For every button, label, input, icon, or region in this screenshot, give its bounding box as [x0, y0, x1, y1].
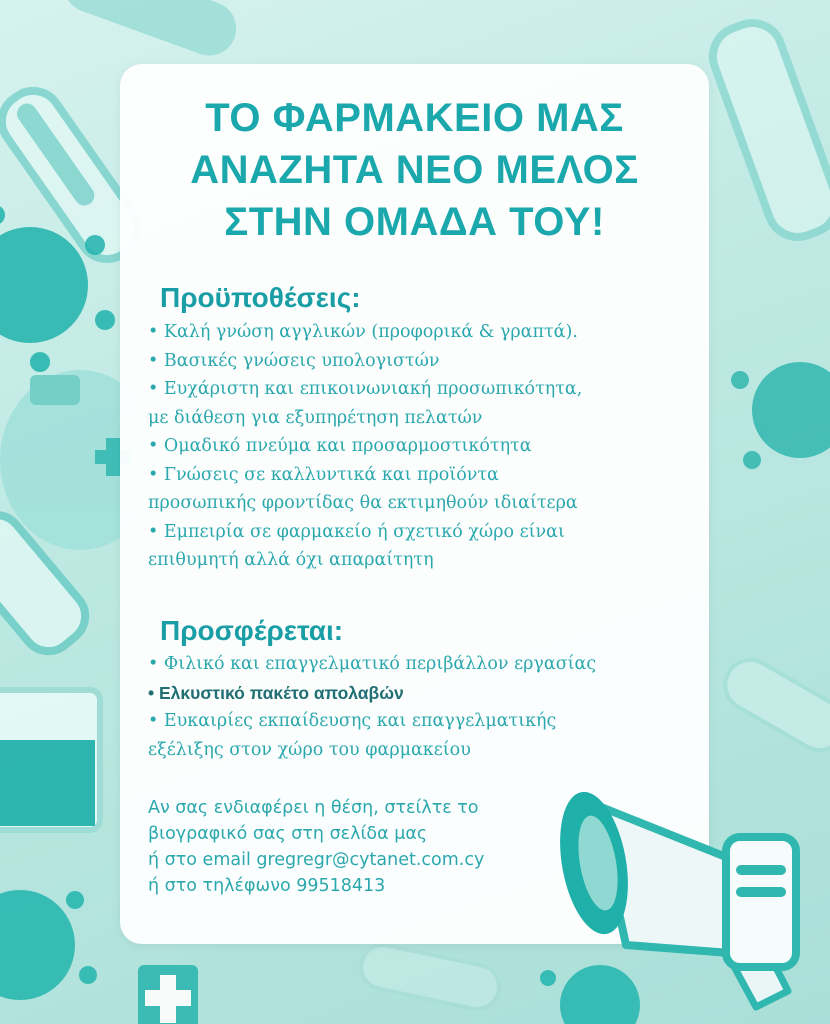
list-item: • Βασικές γνώσεις υπολογιστών [148, 350, 440, 371]
list-item: • Καλή γνώση αγγλικών (προφορικά & γραπτά). [148, 322, 578, 342]
list-item: • Ελκυστικό πακέτο απολαβών [148, 682, 404, 703]
pill-icon [716, 651, 830, 759]
syringe-icon [704, 15, 830, 246]
list-item: • Ευκαιρίες εκπαίδευσης και επαγγελματικής [148, 711, 557, 731]
cup-icon [0, 690, 100, 830]
virus-icon [0, 890, 97, 1000]
list-item: • Γνώσεις σε καλλυντικά και προϊόντα [148, 464, 499, 485]
pill-icon [56, 0, 244, 63]
virus-icon [731, 362, 830, 469]
requirements-list [148, 318, 708, 575]
list-item: προσωπικής φροντίδας θα εκτιμηθούν ιδιαίτερα [148, 493, 578, 513]
list-item: • Ευχάριστη και επικοινωνιακή προσωπικότητα, [148, 379, 583, 399]
pill-icon [357, 941, 503, 1013]
contact-info [148, 795, 568, 899]
list-item: με διάθεση για εξυπηρέτηση πελατών [148, 407, 483, 428]
list-item: • Ομαδικό πνεύμα και προσαρμοστικότητα [148, 436, 532, 456]
title-line: ΣΤΗΝ ΟΜΑΔΑ ΤΟΥ! [224, 200, 605, 244]
title-line: ΑΝΑΖΗΤΑ ΝΕΟ ΜΕΛΟΣ [190, 148, 639, 192]
requirements-heading: Προϋποθέσεις: [160, 282, 361, 313]
contact-email-line[interactable]: ή στο email gregregr@cytanet.com.cy [148, 850, 485, 870]
list-item: εξέλιξης στον χώρο του φαρμακείου [148, 739, 471, 760]
list-item: επιθυμητή αλλά όχι απαραίτητη [148, 550, 434, 570]
title-line: ΤΟ ΦΑΡΜΑΚΕΙΟ ΜΑΣ [205, 96, 624, 140]
megaphone-icon [556, 745, 830, 1024]
contact-line: Αν σας ενδιαφέρει η θέση, στείλτε το [148, 798, 479, 818]
list-item: • Εμπειρία σε φαρμακείο ή σχετικό χώρο είναι [148, 521, 565, 542]
list-item: • Φιλικό και επαγγελματικό περιβάλλον εργασίας [148, 654, 597, 674]
page-title [120, 92, 709, 248]
contact-phone-line[interactable]: ή στο τηλέφωνο 99518413 [148, 876, 386, 896]
contact-line: βιογραφικό σας στη σελίδα μας [148, 824, 428, 844]
offers-heading: Προσφέρεται: [160, 615, 344, 646]
medical-cross-icon [138, 965, 198, 1024]
